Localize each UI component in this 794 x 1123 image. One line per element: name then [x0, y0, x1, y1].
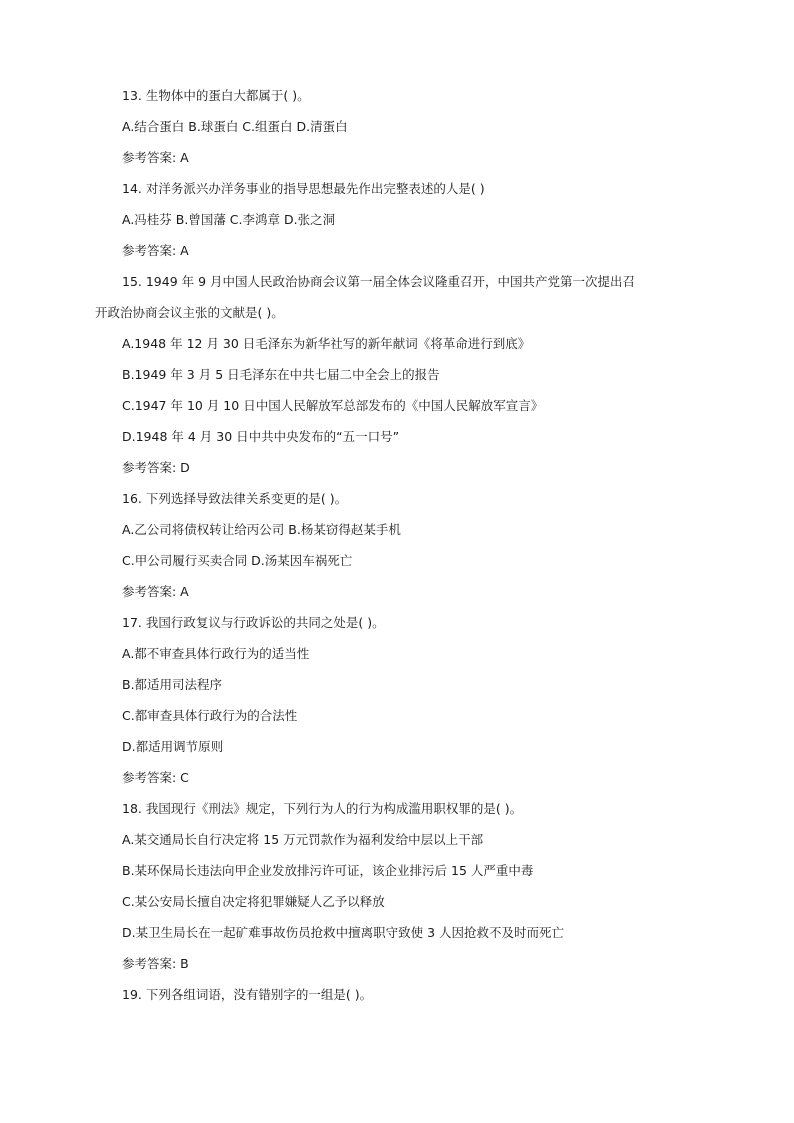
- option-line: A.结合蛋白 B.球蛋白 C.组蛋白 D.清蛋白: [122, 119, 348, 134]
- question-15: 15. 1949 年 9 月中国人民政治协商会议第一届全体会议隆重召开，中国共产党第一次提出召: [122, 274, 636, 289]
- question-18: 18. 我国现行《刑法》规定，下列行为人的行为构成滥用职权罪的是( )。: [122, 801, 523, 816]
- option-line: B.都适用司法程序: [122, 677, 223, 692]
- question-19: 19. 下列各组词语，没有错别字的一组是( )。: [122, 987, 373, 1002]
- question-15-continuation: 开政治协商会议主张的文献是( )。: [95, 305, 284, 320]
- answer-line: 参考答案: A: [122, 584, 189, 599]
- option-line: C.某公安局长擅自决定将犯罪嫌疑人乙予以释放: [122, 894, 385, 909]
- answer-line: 参考答案: B: [122, 956, 189, 971]
- option-line: A.乙公司将债权转让给丙公司 B.杨某窃得赵某手机: [122, 522, 401, 537]
- option-line: D.某卫生局长在一起矿难事故伤员抢救中擅离职守致使 3 人因抢救不及时而死亡: [122, 925, 564, 940]
- option-line: A.某交通局长自行决定将 15 万元罚款作为福利发给中层以上干部: [122, 832, 484, 847]
- option-line: D.都适用调节原则: [122, 739, 224, 754]
- option-line: C.甲公司履行买卖合同 D.汤某因车祸死亡: [122, 553, 353, 568]
- option-line: B.某环保局长违法向甲企业发放排污许可证，该企业排污后 15 人严重中毒: [122, 863, 534, 878]
- question-13: 13. 生物体中的蛋白大都属于( )。: [122, 88, 310, 103]
- option-line: C.1947 年 10 月 10 日中国人民解放军总部发布的《中国人民解放军宣言》: [122, 398, 544, 413]
- option-line: C.都审查具体行政行为的合法性: [122, 708, 298, 723]
- option-line: B.1949 年 3 月 5 日毛泽东在中共七届二中全会上的报告: [122, 367, 440, 382]
- option-line: D.1948 年 4 月 30 日中共中央发布的“五一口号”: [122, 429, 400, 444]
- answer-line: 参考答案: A: [122, 243, 189, 258]
- question-16: 16. 下列选择导致法律关系变更的是( )。: [122, 491, 348, 506]
- question-14: 14. 对洋务派兴办洋务事业的指导思想最先作出完整表述的人是( ): [122, 181, 485, 196]
- question-list: [95, 80, 715, 1010]
- answer-line: 参考答案: C: [122, 770, 189, 785]
- answer-line: 参考答案: D: [122, 460, 190, 475]
- answer-line: 参考答案: A: [122, 150, 189, 165]
- question-17: 17. 我国行政复议与行政诉讼的共同之处是( )。: [122, 615, 385, 630]
- option-line: A.都不审查具体行政行为的适当性: [122, 646, 310, 661]
- option-line: A.1948 年 12 月 30 日毛泽东为新华社写的新年献词《将革命进行到底》: [122, 336, 531, 351]
- option-line: A.冯桂芬 B.曾国藩 C.李鸿章 D.张之洞: [122, 212, 336, 227]
